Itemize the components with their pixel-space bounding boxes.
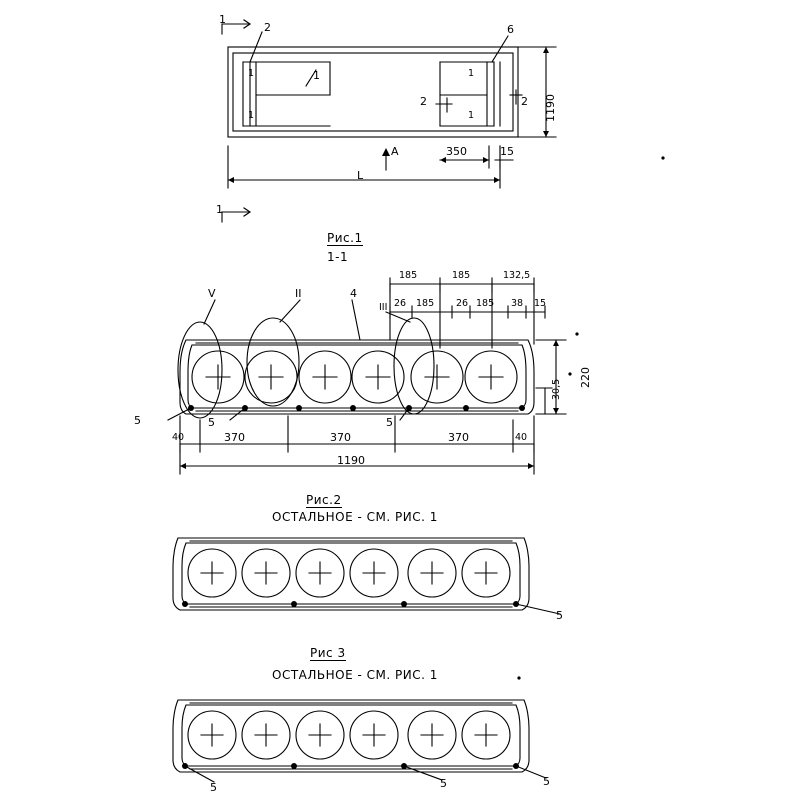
dim-220: 220	[579, 367, 592, 388]
plan-section-mark-1-bottom: 1	[216, 203, 223, 216]
plan-tick-2: 2	[420, 95, 427, 108]
plan-dim-350: 350	[446, 145, 467, 158]
caption-fig2: Рис.2	[306, 493, 342, 507]
dim-38: 38	[511, 298, 524, 309]
dim-26-b: 26	[456, 298, 469, 309]
plan-mark-1-left-bottom: 1	[248, 110, 255, 121]
plan-mark-6: 6	[507, 23, 514, 36]
dim-26-a: 26	[394, 298, 407, 309]
detail-mark-III: III	[379, 302, 388, 313]
plan-tick-2b: 2	[521, 95, 528, 108]
fig2-pos-mark-5: 5	[556, 609, 563, 622]
dim-15-sec: 15	[534, 298, 547, 309]
pos-mark-4: 4	[350, 287, 357, 300]
plan-mark-1-right: 1	[468, 68, 475, 79]
dim-370-b: 370	[330, 431, 351, 444]
dim-185-a: 185	[399, 270, 418, 281]
dim-185-d: 185	[476, 298, 495, 309]
detail-mark-II: II	[295, 287, 302, 300]
pos-mark-5-a: 5	[134, 414, 141, 427]
dim-30-5: 30,5	[551, 378, 562, 400]
fig3-pos-mark-5-a: 5	[210, 781, 217, 794]
caption-fig3: Рис 3	[310, 646, 346, 660]
note-fig2: ОСТАЛЬНОЕ - СМ. РИС. 1	[272, 510, 438, 524]
dim-370-a: 370	[224, 431, 245, 444]
caption-section-1-1: 1-1	[327, 250, 349, 264]
fig3-pos-mark-5-c: 5	[543, 775, 550, 788]
plan-arrow-A: A	[391, 145, 399, 158]
plan-section-mark-1: 1	[219, 13, 226, 26]
dim-185-b: 185	[452, 270, 471, 281]
plan-dim-15: 15	[500, 145, 514, 158]
fig3-pos-mark-5-b: 5	[440, 777, 447, 790]
plan-dim-L: L	[357, 169, 364, 182]
dim-40-right: 40	[515, 432, 528, 443]
dim-185-c: 185	[416, 298, 435, 309]
dim-132-5: 132,5	[503, 270, 531, 281]
plan-mark-1-mid: 1	[313, 69, 320, 82]
detail-mark-V: V	[208, 287, 216, 300]
plan-mark-2: 2	[264, 21, 271, 34]
dim-370-c: 370	[448, 431, 469, 444]
pos-mark-5-b: 5	[208, 416, 215, 429]
note-fig3: ОСТАЛЬНОЕ - СМ. РИС. 1	[272, 668, 438, 682]
plan-mark-1-left: 1	[248, 68, 255, 79]
caption-fig1: Рис.1	[327, 231, 363, 245]
plan-mark-1-right-bottom: 1	[468, 110, 475, 121]
plan-dim-1190: 1190	[544, 94, 557, 122]
pos-mark-5-c: 5	[386, 416, 393, 429]
dim-overall-1190: 1190	[337, 454, 365, 467]
dim-40-left: 40	[172, 432, 185, 443]
